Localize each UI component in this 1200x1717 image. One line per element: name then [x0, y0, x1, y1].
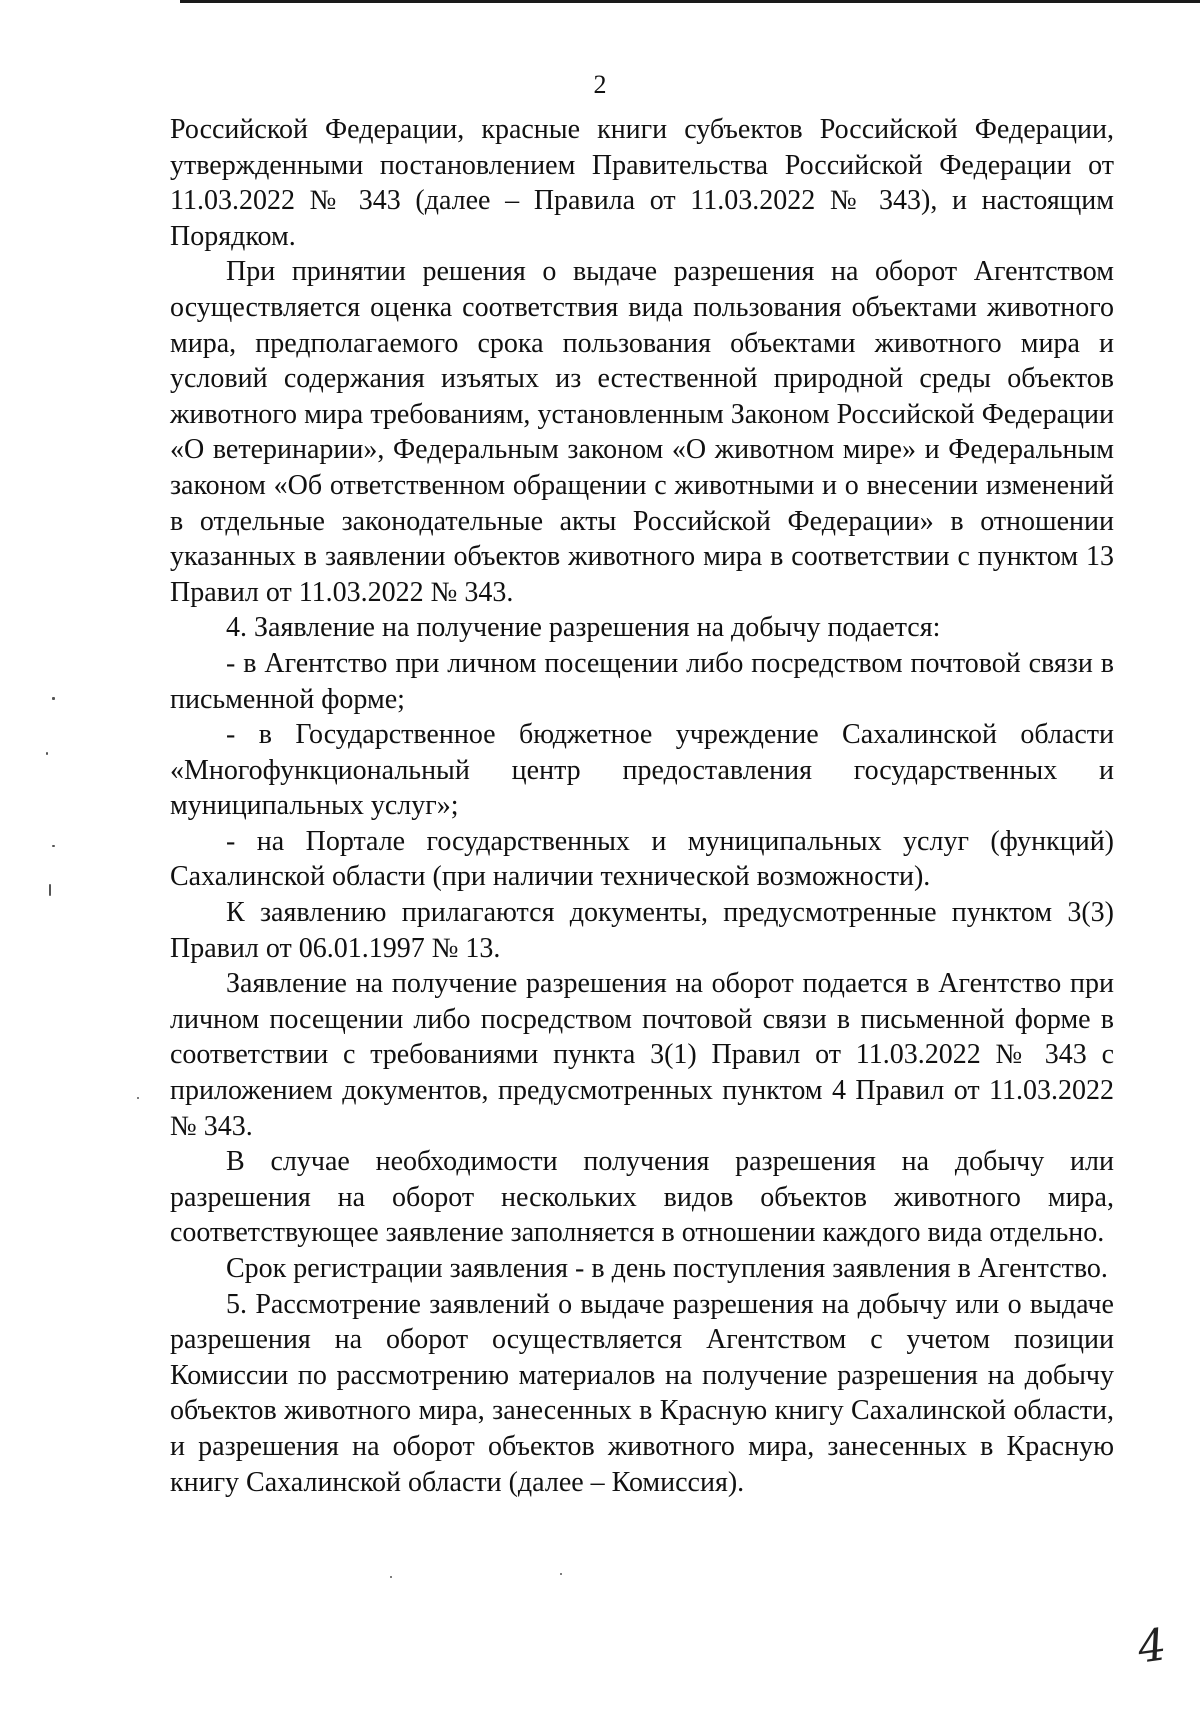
page-number: 2	[593, 70, 607, 99]
paragraph-registration-term: Срок регистрации заявления - в день поступления заявления в Агентство.	[226, 1253, 1108, 1284]
scan-speck	[52, 697, 55, 700]
scan-speck	[137, 1097, 139, 1099]
scan-speck	[49, 884, 51, 896]
document-body	[170, 112, 1114, 1500]
paragraph-attachments: К заявлению прилагаются документы, предусмотренные пунктом 3(3) Правил от 06.01.1997 № 13.	[170, 897, 1114, 964]
paragraph-item-5: 5. Рассмотрение заявлений о выдаче разрешения на добычу или о выдаче разрешения на оборот осуществляется Агентством с учетом позиции Комиссии по рассмотрению материалов на получение разрешения на добычу объектов животного мира, занесенных в Красную книгу Сахалинской области, и разрешения на оборот объектов животного мира, занесенных в Красную книгу Сахалинской области (далее – Комиссия).	[170, 1288, 1114, 1498]
scan-speck	[390, 1576, 392, 1578]
list-item-mfc: - в Государственное бюджетное учреждение Сахалинской области «Многофункциональный центр предоставления государственных и муниципальных услуг»;	[170, 719, 1114, 822]
handwritten-page-mark: 4	[1134, 1619, 1170, 1674]
scan-speck	[52, 845, 55, 847]
list-item-portal: - на Портале государственных и муниципальных услуг (функций) Сахалинской области (при наличии технической возможности).	[170, 825, 1114, 893]
paragraph-continuation: Российской Федерации, красные книги субъектов Российской Федерации, утвержденными постановлением Правительства Российской Федерации от 11.03.2022 № 343 (далее – Правила от 11.03.2022 № 343), и настоящим Порядком.	[170, 114, 1114, 252]
paragraph-decision-assessment: При принятии решения о выдаче разрешения на оборот Агентством осуществляется оценка соответствия вида пользования объектами животного мира, предполагаемого срока пользования объектами животного мира и условий содержания изъятых из естественной природной среды объектов животного мира требованиям, установленным Законом Российской Федерации «О ветеринарии», Федеральным законом «О животном мире» и Федеральным законом «Об ответственном обращении с животными и о внесении изменений в отдельные законодательные акты Российской Федерации» в отношении указанных в заявлении объектов животного мира в соответствии с пунктом 13 Правил от 11.03.2022 № 343.	[170, 256, 1114, 608]
paragraph-multiple-species: В случае необходимости получения разрешения на добычу или разрешения на оборот нескольких видов объектов животного мира, соответствующее заявление заполняется в отношении каждого вида отдельно.	[170, 1146, 1114, 1249]
paragraph-turnover-application: Заявление на получение разрешения на оборот подается в Агентство при личном посещении либо посредством почтовой связи в письменной форме в соответствии с требованиями пункта 3(1) Правил от 11.03.2022 № 343 с приложением документов, предусмотренных пунктом 4 Правил от 11.03.2022 № 343.	[170, 968, 1114, 1142]
paragraph-item-4-heading: 4. Заявление на получение разрешения на добычу подается:	[226, 612, 941, 644]
list-item-agency: - в Агентство при личном посещении либо посредством почтовой связи в письменной форме;	[170, 647, 1114, 715]
top-border-line	[180, 0, 1200, 3]
scan-speck	[560, 1573, 562, 1575]
scan-speck	[46, 752, 48, 755]
